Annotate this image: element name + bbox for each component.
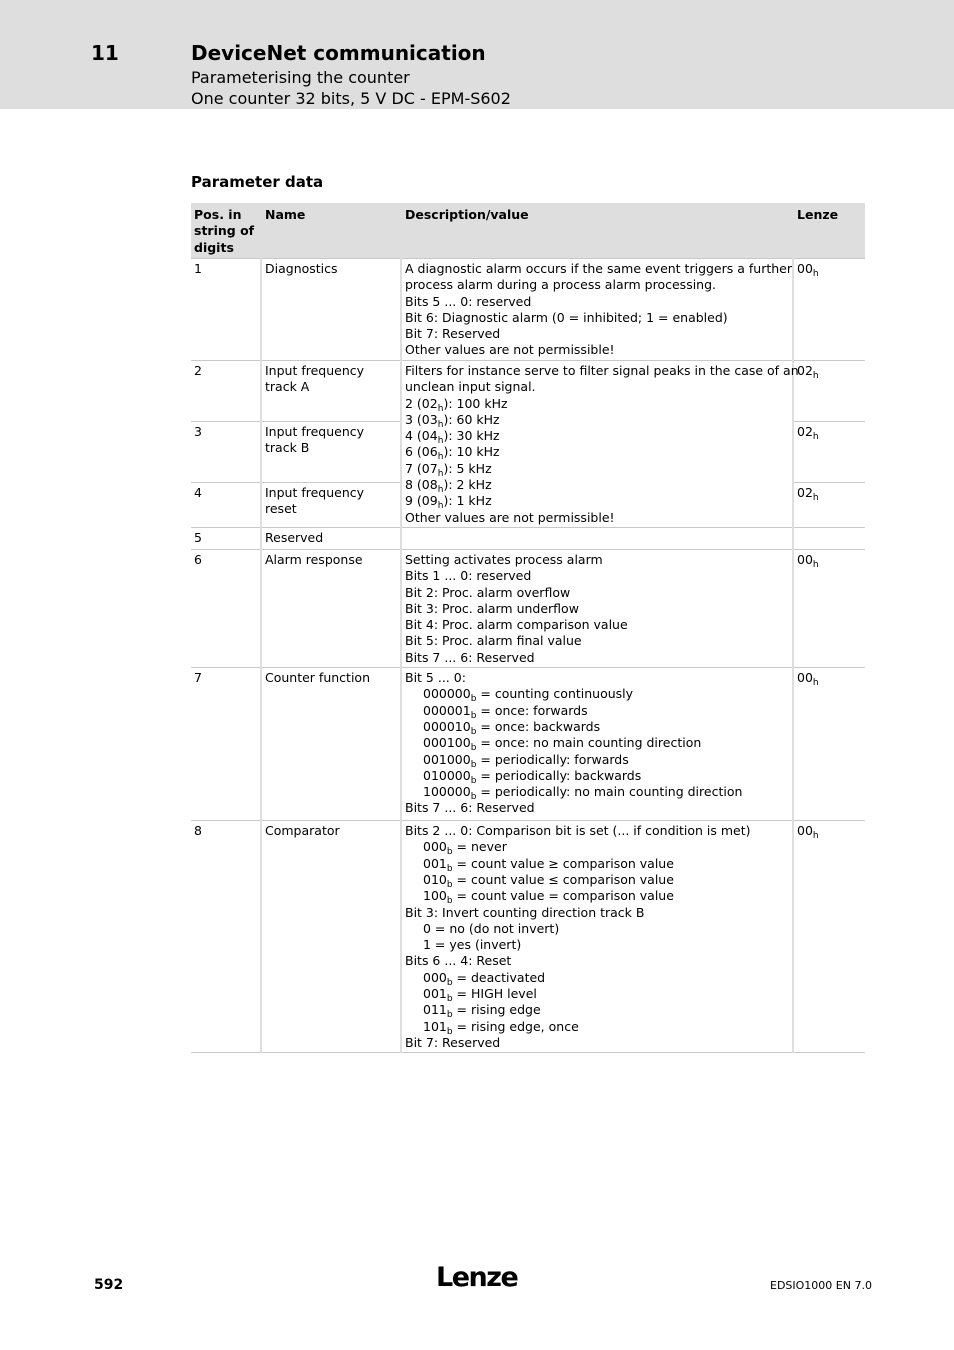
- chapter-title: DeviceNet communication: [191, 41, 486, 65]
- cell-description: [401, 821, 793, 1053]
- description-line: $011_b = rising$ edge: [423, 1002, 541, 1021]
- description-line: Bits 6 ... 4: Reset: [405, 953, 512, 969]
- description-line: Other values are not permissible!: [405, 509, 615, 525]
- description-line: Bits 2 ... 0: Comparison bit is set (... if condition is met): [405, 823, 751, 839]
- cell-pos: 4: [191, 483, 261, 528]
- subtitle-2: One counter 32 bits, 5 V DC - EPM-S602: [191, 89, 511, 108]
- description-line: unclean input signal.: [405, 379, 536, 395]
- description-line: $001_b$ = count value ≥ comparison value: [423, 855, 674, 874]
- description-line: 7 $(07_h)$: 5 kHz: [405, 460, 492, 479]
- description-line: $101_b = rising$ edge, once: [423, 1018, 579, 1037]
- page-number: 592: [94, 1277, 124, 1293]
- description-line: Bits 7 ... 6: Reserved: [405, 800, 535, 816]
- description-line: Other values are not permissible!: [405, 342, 615, 358]
- cell-description: [401, 259, 793, 361]
- cell-lenze: $00_h$: [793, 668, 865, 821]
- column-header-name: Name: [261, 203, 401, 259]
- cell-name: Counter function: [261, 668, 401, 821]
- cell-pos: 1: [191, 259, 261, 361]
- cell-lenze: $00_h$: [793, 821, 865, 1053]
- description-line: Bit 7: Reserved: [405, 326, 501, 342]
- cell-name: Comparator: [261, 821, 401, 1053]
- description-line: 3 $(03_h)$: 60 kHz: [405, 411, 500, 430]
- description-line: 2 $(02_h)$: 100 kHz: [405, 395, 508, 414]
- description-line: Bit 2: Proc. alarm overflow: [405, 584, 571, 600]
- lenze-logo: Lenze: [436, 1262, 518, 1293]
- description-line: 8 $(08_h)$: 2 kHz: [405, 477, 492, 496]
- chapter-number: 11: [91, 41, 119, 65]
- parameter-table: [191, 203, 865, 1053]
- description-line: Setting activates process alarm: [405, 551, 603, 567]
- cell-lenze: $00_h$: [793, 259, 865, 361]
- cell-lenze: $00_h$: [793, 549, 865, 667]
- cell-pos: 7: [191, 668, 261, 821]
- table-row: [191, 527, 865, 549]
- description-line: $000001_b$ = once: forwards: [423, 702, 588, 721]
- cell-name: Input frequency reset: [261, 483, 401, 528]
- description-line: Bit 7: Reserved: [405, 1034, 501, 1050]
- section-heading: Parameter data: [191, 173, 324, 191]
- description-line: Bit 5 ... 0:: [405, 670, 466, 686]
- description-line: $000_b$ = never: [423, 839, 507, 858]
- cell-lenze: [793, 527, 865, 549]
- cell-description: [401, 668, 793, 821]
- cell-pos: 3: [191, 422, 261, 483]
- cell-pos: 6: [191, 549, 261, 667]
- cell-pos: 5: [191, 527, 261, 549]
- description-line: Bit 6: Diagnostic alarm (0 = inhibited; 1 = enabled): [405, 309, 728, 325]
- description-line: Bit 4: Proc. alarm comparison value: [405, 617, 628, 633]
- description-line: Bits 5 ... 0: reserved: [405, 293, 532, 309]
- description-line: $001000_b$ = periodically: forwards: [423, 751, 629, 770]
- subtitle-1: Parameterising the counter: [191, 68, 410, 87]
- description-line: $000100_b$ = once: no main counting direction: [423, 735, 702, 754]
- description-line: $100000_b$ = periodically: no main counting direction: [423, 784, 743, 803]
- cell-description: [401, 549, 793, 667]
- column-header-description: Description/value: [401, 203, 793, 259]
- cell-lenze: $02_h$: [793, 361, 865, 422]
- table-row: [191, 361, 865, 422]
- description-line: 4 $(04_h)$: 30 kHz: [405, 428, 500, 447]
- cell-name: Reserved: [261, 527, 401, 549]
- cell-name: Input frequency track B: [261, 422, 401, 483]
- cell-description: [401, 527, 793, 549]
- description-line: $010_b$ = count value ≤ comparison value: [423, 871, 674, 890]
- description-line: Bits 1 ... 0: reserved: [405, 568, 532, 584]
- column-header-pos: Pos. in string of digits: [191, 203, 261, 259]
- cell-pos: 2: [191, 361, 261, 422]
- document-id: EDSIO1000 EN 7.0: [770, 1279, 872, 1292]
- description-line: Filters for instance serve to filter signal peaks in the case of an: [405, 363, 799, 378]
- description-line: 6 $(06_h)$: 10 kHz: [405, 444, 500, 463]
- table-row: [191, 668, 865, 821]
- description-line: 0 = no (do not invert): [423, 920, 560, 936]
- description-line: 1 = yes (invert): [423, 937, 522, 953]
- description-line: $000010_b$ = once: backwards: [423, 718, 601, 737]
- description-line: Bit 3: Proc. alarm underflow: [405, 600, 579, 616]
- cell-name: Alarm response: [261, 549, 401, 667]
- cell-pos: 8: [191, 821, 261, 1053]
- description-line: A diagnostic alarm occurs if the same event triggers a further: [405, 261, 792, 276]
- cell-name: Diagnostics: [261, 259, 401, 361]
- description-line: $001_b$ = HIGH level: [423, 986, 537, 1005]
- cell-name: Input frequency track A: [261, 361, 401, 422]
- description-line: $000000_b$ = counting continuously: [423, 686, 634, 705]
- description-line: Bit 3: Invert counting direction track B: [405, 904, 645, 920]
- description-line: $010000_b$ = periodically: backwards: [423, 767, 642, 786]
- table-header-row: [191, 203, 865, 259]
- cell-lenze: $02_h$: [793, 422, 865, 483]
- description-line: Bits 7 ... 6: Reserved: [405, 649, 535, 665]
- cell-lenze: $02_h$: [793, 483, 865, 528]
- cell-description-frequency: [401, 361, 799, 528]
- description-line: Bit 5: Proc. alarm final value: [405, 633, 582, 649]
- description-line: $100_b$ = count value = comparison value: [423, 888, 674, 907]
- table-row: [191, 821, 865, 1053]
- description-line: $000_b$ = deactivated: [423, 969, 546, 988]
- description-line: process alarm during a process alarm processing.: [405, 277, 717, 293]
- description-line: 9 $(09_h)$: 1 kHz: [405, 493, 492, 512]
- table-row: [191, 259, 865, 361]
- table-row: [191, 549, 865, 667]
- column-header-lenze: Lenze: [793, 203, 865, 259]
